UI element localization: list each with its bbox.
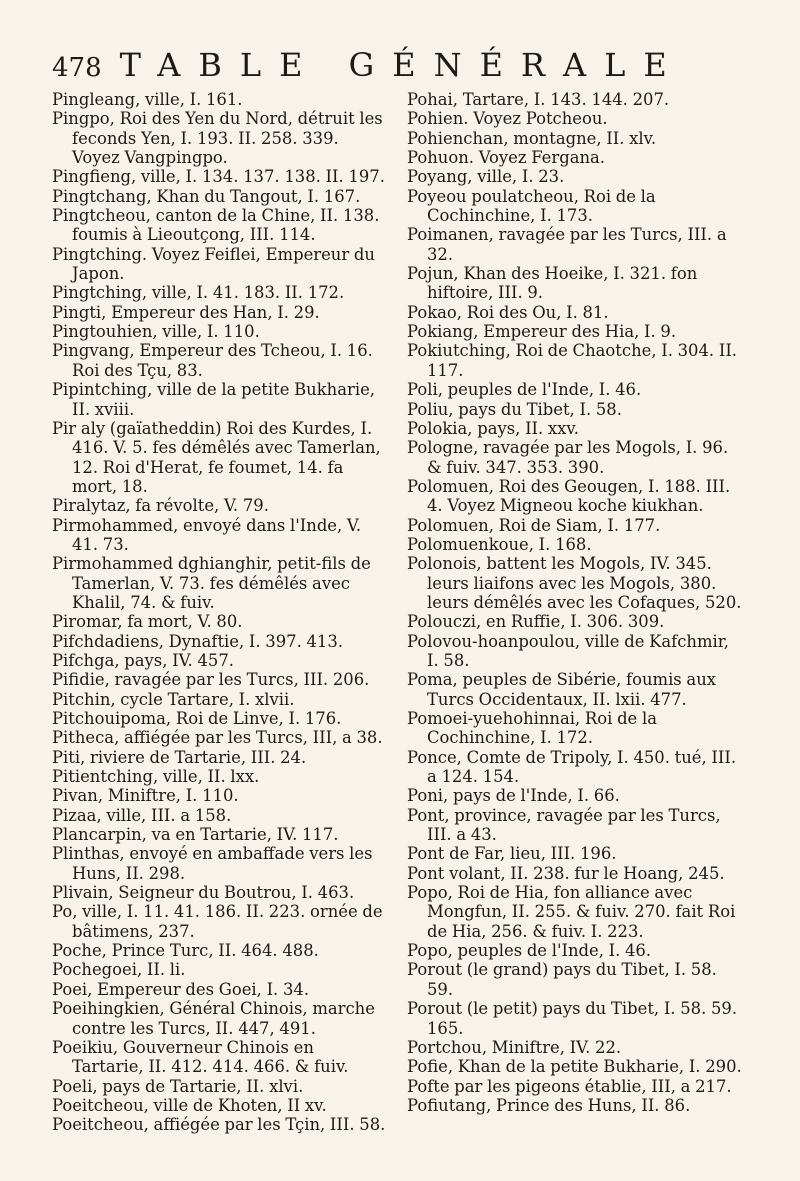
index-entry: Pifidie, ravagée par les Turcs, III. 206.: [52, 670, 370, 690]
index-entry: Popo, Roi de Hia, fon alliance avec Mongfun, II. 255. & fuiv. 270. fait Roi de Hia, 256. & fuiv. I. 223.: [407, 883, 736, 941]
index-entry: Pokiang, Empereur des Hia, I. 9.: [407, 322, 677, 342]
index-entry: Pitientching, ville, II. lxx.: [52, 767, 260, 787]
index-entry: Poyeou poulatcheou, Roi de la Cochinchine, I. 173.: [407, 186, 656, 226]
index-entry: Pingfieng, ville, I. 134. 137. 138. II. 197.: [52, 167, 385, 187]
index-entry: Pizaa, ville, III. a 158.: [52, 805, 232, 825]
index-entry: Pingtching, ville, I. 41. 183. II. 172.: [52, 283, 345, 303]
index-entry: Pohienchan, montagne, II. xlv.: [407, 128, 657, 148]
index-entry: Pomoei-yuehohinnai, Roi de la Cochinchine, I. 172.: [407, 709, 657, 748]
index-entry: Pir aly (gaïatheddin) Roi des Kurdes, I. 416. V. 5. fes démêlés avec Tamerlan, 12. Roi d'Herat, fe foumet, 14. fa mort, 18.: [52, 418, 381, 496]
index-entry: Pirmohammed dghianghir, petit-fils de Tamerlan, V. 73. fes démêlés avec Khalil, 74. & fuiv.: [52, 554, 371, 612]
index-column-left: [52, 90, 390, 1135]
page-number: 478: [52, 53, 102, 83]
index-entry: Poyang, ville, I. 23.: [407, 167, 565, 187]
index-entry: Poliu, pays du Tibet, I. 58.: [407, 399, 622, 419]
index-entry: Pohai, Tartare, I. 143. 144. 207.: [407, 90, 670, 109]
index-entry: Plinthas, envoyé en ambaffade vers les Huns, II. 298.: [52, 844, 373, 883]
index-entry: Pirmohammed, envoyé dans l'Inde, V. 41. 73.: [52, 515, 362, 554]
index-entry: Polonois, battent les Mogols, IV. 345. leurs liaifons avec les Mogols, 380. leurs démêlés avec les Cofaques, 520.: [407, 554, 742, 612]
index-entry: Pofte par les pigeons établie, III, a 217.: [407, 1076, 732, 1096]
index-entry: Popo, peuples de l'Inde, I. 46.: [407, 941, 652, 961]
index-entry: Pifchga, pays, IV. 457.: [52, 650, 234, 670]
index-entry: Pingti, Empereur des Han, I. 29.: [52, 302, 320, 322]
page-header: [52, 46, 712, 88]
index-entry: Pingtouhien, ville, I. 110.: [52, 322, 260, 342]
index-entry: Poli, peuples de l'Inde, I. 46.: [407, 380, 642, 400]
index-entry: Pohien. Voyez Potcheou.: [407, 109, 608, 129]
index-entry: Porout (le grand) pays du Tibet, I. 58. 59.: [407, 960, 717, 999]
index-entry: Polomuen, Roi des Geougen, I. 188. III. 4. Voyez Migneou koche kiukhan.: [407, 476, 731, 516]
index-entry: Pitchin, cycle Tartare, I. xlvii.: [52, 689, 295, 709]
index-entry: Portchou, Miniftre, IV. 22.: [407, 1037, 622, 1057]
index-entry: Pojun, Khan des Hoeike, I. 321. fon hiftoire, III. 9.: [407, 264, 698, 303]
index-entry: Pifchdadiens, Dynaftie, I. 397. 413.: [52, 631, 343, 651]
index-entry: Pingpo, Roi des Yen du Nord, détruit les feconds Yen, I. 193. II. 258. 339. Voyez Vangpingpo.: [52, 109, 383, 168]
index-entry: Polomuenkoue, I. 168.: [407, 534, 592, 554]
index-entry: Pochegoei, II. li.: [52, 960, 186, 980]
index-entry: Poeli, pays de Tartarie, II. xlvi.: [52, 1076, 304, 1096]
index-entry: Pipintching, ville de la petite Bukharie, II. xviii.: [52, 380, 375, 419]
index-entry: Porout (le petit) pays du Tibet, I. 58. 59. 165.: [407, 999, 738, 1038]
index-entry: Poeitcheou, ville de Khoten, II xv.: [52, 1095, 327, 1115]
index-entry: Poche, Prince Turc, II. 464. 488.: [52, 941, 319, 961]
index-entry: Pivan, Miniftre, I. 110.: [52, 786, 239, 806]
index-entry: Ponce, Comte de Tripoly, I. 450. tué, III. a 124. 154.: [407, 747, 737, 787]
index-entry: Pingtching. Voyez Feiflei, Empereur du Japon.: [52, 244, 375, 284]
index-entry: Poeikiu, Gouverneur Chinois en Tartarie, II. 412. 414. 466. & fuiv.: [52, 1037, 349, 1077]
index-entry: Pont de Far, lieu, III. 196.: [407, 844, 617, 864]
index-column-right: [407, 90, 745, 1115]
index-entry: Pofiutang, Prince des Huns, II. 86.: [407, 1095, 691, 1115]
index-entry: Piralytaz, fa révolte, V. 79.: [52, 496, 269, 516]
index-entry: Pont, province, ravagée par les Turcs, III. a 43.: [407, 805, 721, 845]
index-entry: Plivain, Seigneur du Boutrou, I. 463.: [52, 883, 355, 903]
index-entry: Pitheca, affiégée par les Turcs, III, a 38.: [52, 728, 383, 748]
index-entry: Pingtcheou, canton de la Chine, II. 138. foumis à Lieoutçong, III. 114.: [52, 206, 380, 245]
index-entry: Piromar, fa mort, V. 80.: [52, 612, 243, 632]
index-entry: Po, ville, I. 11. 41. 186. II. 223. ornée de bâtimens, 237.: [52, 902, 383, 941]
index-entry: Poma, peuples de Sibérie, foumis aux Turcs Occidentaux, II. lxii. 477.: [407, 670, 717, 709]
index-entry: Polomuen, Roi de Siam, I. 177.: [407, 515, 661, 535]
index-entry: Pokiutching, Roi de Chaotche, I. 304. II. 117.: [407, 341, 737, 380]
index-entry: Pingvang, Empereur des Tcheou, I. 16. Roi des Tçu, 83.: [52, 341, 373, 380]
index-entry: Pingleang, ville, I. 161.: [52, 90, 243, 109]
index-entry: Pingtchang, Khan du Tangout, I. 167.: [52, 186, 361, 206]
index-entry: Polovou-hoanpoulou, ville de Kafchmir, I. 58.: [407, 631, 729, 670]
index-entry: Pofie, Khan de la petite Bukharie, I. 290.: [407, 1057, 742, 1077]
index-entry: Plancarpin, va en Tartarie, IV. 117.: [52, 825, 339, 845]
index-entry: Poeitcheou, affiégée par les Tçin, III. 58.: [52, 1115, 386, 1135]
index-entry: Pont volant, II. 238. fur le Hoang, 245.: [407, 863, 725, 883]
index-entry: Polouczi, en Ruffie, I. 306. 309.: [407, 612, 665, 632]
index-entry: Piti, riviere de Tartarie, III. 24.: [52, 747, 307, 767]
index-entry: Poei, Empereur des Goei, I. 34.: [52, 979, 310, 999]
index-entry: Pologne, ravagée par les Mogols, I. 96. & fuiv. 347. 353. 390.: [407, 438, 729, 477]
index-entry: Pokao, Roi des Ou, I. 81.: [407, 302, 609, 322]
index-entry: Poni, pays de l'Inde, I. 66.: [407, 786, 620, 806]
index-entry: Pitchouipoma, Roi de Linve, I. 176.: [52, 709, 342, 728]
running-title: TABLE GÉNÉRALE: [119, 46, 685, 84]
index-entry: Poimanen, ravagée par les Turcs, III. a 32.: [407, 225, 727, 264]
index-entry: Poeihingkien, Général Chinois, marche contre les Turcs, II. 447, 491.: [52, 999, 375, 1038]
index-entry: Polokia, pays, II. xxv.: [407, 418, 579, 438]
index-entry: Pohuon. Voyez Fergana.: [407, 148, 606, 168]
